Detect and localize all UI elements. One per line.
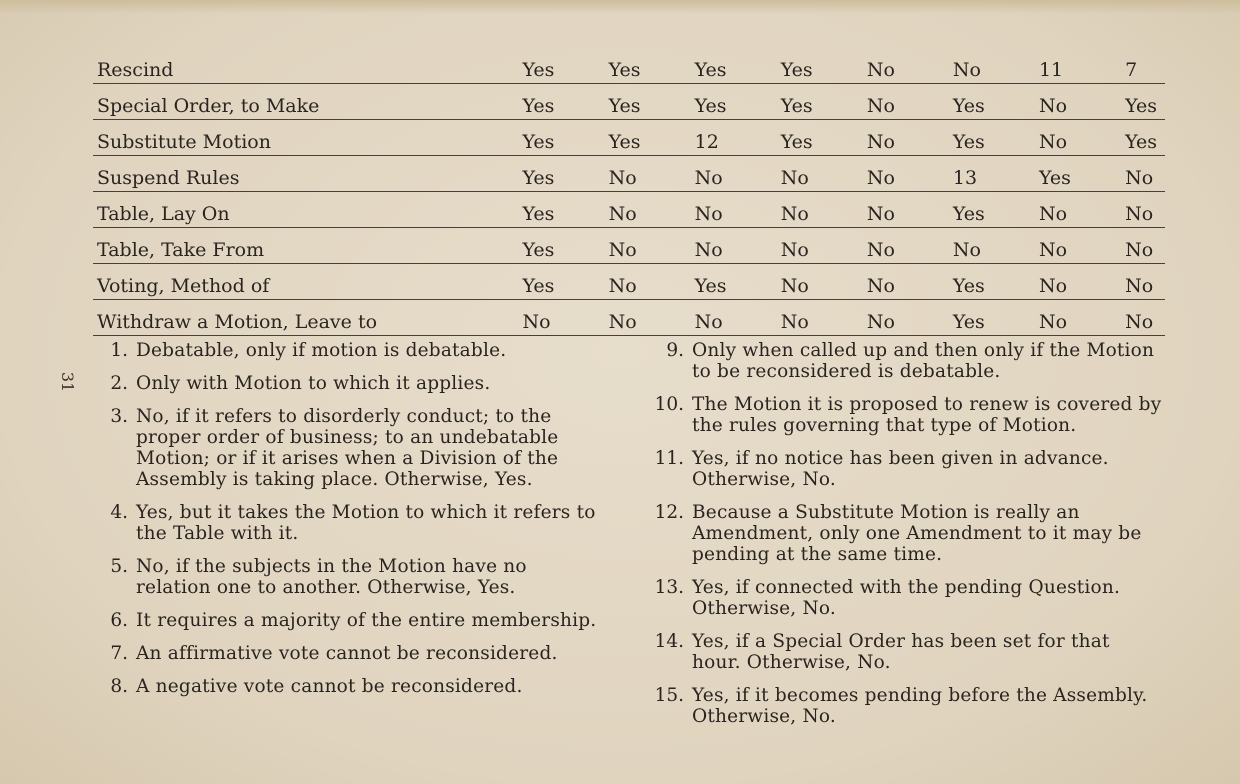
table-cell: Yes: [949, 264, 1035, 300]
table-cell: No: [1121, 156, 1165, 192]
table-row: [93, 192, 1165, 228]
table-cell: No: [605, 192, 691, 228]
table-cell: No: [863, 192, 949, 228]
footnote-text: A negative vote cannot be reconsidered.: [136, 676, 523, 697]
table-cell: No: [949, 228, 1035, 264]
footnote-number: 14.: [654, 631, 684, 652]
table-cell: 7: [1121, 48, 1165, 84]
footnote: [652, 394, 1164, 436]
footnote: [98, 610, 598, 631]
table-row: [93, 264, 1165, 300]
footnote-number: 12.: [654, 502, 684, 523]
motion-name: Special Order, to Make: [93, 84, 518, 120]
footnote: [652, 631, 1164, 673]
motions-table-body: [93, 48, 1165, 336]
footnote: [652, 448, 1164, 490]
footnote-text: Yes, but it takes the Motion to which it refers to the Table with it.: [136, 502, 596, 544]
table-row: [93, 48, 1165, 84]
table-cell: No: [777, 156, 863, 192]
table-cell: No: [863, 120, 949, 156]
footnote-text: Only when called up and then only if the Motion to be reconsidered is debatable.: [692, 340, 1155, 382]
motion-name: Rescind: [93, 48, 518, 84]
footnote-text: Only with Motion to which it applies.: [136, 373, 491, 394]
table-cell: No: [949, 48, 1035, 84]
table-cell: Yes: [1035, 156, 1121, 192]
table-cell: No: [605, 300, 691, 336]
footnote-text: Yes, if it becomes pending before the Assembly. Otherwise, No.: [692, 685, 1148, 727]
table-cell: Yes: [777, 84, 863, 120]
table-cell: Yes: [777, 48, 863, 84]
footnote-text: An affirmative vote cannot be reconsidered.: [136, 643, 558, 664]
footnotes-right-column: [652, 340, 1164, 739]
table-cell: Yes: [1121, 84, 1165, 120]
table-cell: No: [1121, 264, 1165, 300]
table-cell: 12: [691, 120, 777, 156]
footnote-number: 4.: [110, 502, 128, 523]
table-cell: No: [691, 192, 777, 228]
footnote-text: Debatable, only if motion is debatable.: [136, 340, 507, 361]
table-cell: No: [691, 156, 777, 192]
table-cell: Yes: [605, 48, 691, 84]
footnote-text: Because a Substitute Motion is really an Amendment, only one Amendment to it may be pending at the same time.: [692, 502, 1142, 565]
table-cell: Yes: [518, 192, 604, 228]
page-number: 31: [58, 371, 77, 393]
table-cell: No: [1121, 228, 1165, 264]
footnote-text: No, if the subjects in the Motion have no relation one to another. Otherwise, Yes.: [136, 556, 527, 598]
table-cell: No: [605, 228, 691, 264]
table-cell: No: [1035, 84, 1121, 120]
footnote-number: 1.: [110, 340, 128, 361]
table-cell: No: [518, 300, 604, 336]
table-cell: No: [777, 300, 863, 336]
table-cell: Yes: [949, 300, 1035, 336]
footnote-number: 6.: [110, 610, 128, 631]
table-cell: No: [863, 264, 949, 300]
motion-name: Substitute Motion: [93, 120, 518, 156]
table-cell: Yes: [691, 84, 777, 120]
table-cell: 13: [949, 156, 1035, 192]
table-cell: Yes: [949, 120, 1035, 156]
table-cell: No: [691, 300, 777, 336]
table-cell: No: [1035, 264, 1121, 300]
footnote: [98, 502, 598, 544]
footnote-text: Yes, if no notice has been given in advance. Otherwise, No.: [692, 448, 1109, 490]
footnote-number: 11.: [654, 448, 684, 469]
footnote-text: No, if it refers to disorderly conduct; to the proper order of business; to an undebatable Motion; or if it arises when a Division of the Assembly is taking place. Otherwise, Yes.: [136, 406, 559, 490]
footnote-number: 2.: [110, 373, 128, 394]
table-cell: No: [1035, 228, 1121, 264]
table-cell: No: [863, 48, 949, 84]
table-cell: No: [863, 228, 949, 264]
footnote: [98, 556, 598, 598]
table-row: [93, 300, 1165, 336]
table-cell: No: [1121, 192, 1165, 228]
footnote-text: The Motion it is proposed to renew is covered by the rules governing that type of Motion.: [692, 394, 1162, 436]
motion-name: Voting, Method of: [93, 264, 518, 300]
motion-name: Withdraw a Motion, Leave to: [93, 300, 518, 336]
table-cell: No: [777, 192, 863, 228]
footnote: [98, 643, 598, 664]
footnote: [98, 676, 598, 697]
table-cell: No: [1035, 300, 1121, 336]
table-cell: No: [863, 300, 949, 336]
footnote: [652, 577, 1164, 619]
table-cell: No: [605, 156, 691, 192]
table-cell: Yes: [518, 156, 604, 192]
footnote-number: 9.: [666, 340, 684, 361]
table-cell: 11: [1035, 48, 1121, 84]
table-cell: No: [1035, 120, 1121, 156]
table-cell: No: [1035, 192, 1121, 228]
table-cell: Yes: [949, 84, 1035, 120]
footnote-number: 5.: [110, 556, 128, 577]
footnote-text: It requires a majority of the entire membership.: [136, 610, 597, 631]
table-cell: No: [777, 228, 863, 264]
table-cell: Yes: [518, 264, 604, 300]
table-cell: Yes: [691, 264, 777, 300]
footnote: [652, 502, 1164, 565]
table-cell: Yes: [1121, 120, 1165, 156]
footnote-text: Yes, if connected with the pending Question. Otherwise, No.: [692, 577, 1121, 619]
table-cell: Yes: [777, 120, 863, 156]
table-cell: No: [777, 264, 863, 300]
table-row: [93, 228, 1165, 264]
motion-name: Suspend Rules: [93, 156, 518, 192]
footnote: [652, 685, 1164, 727]
page-top-edge: [0, 0, 1240, 14]
footnote-number: 7.: [110, 643, 128, 664]
footnote-number: 8.: [110, 676, 128, 697]
table-cell: No: [863, 84, 949, 120]
table-row: [93, 84, 1165, 120]
table-cell: Yes: [691, 48, 777, 84]
table-row: [93, 156, 1165, 192]
footnote: [98, 373, 598, 394]
table-cell: No: [1121, 300, 1165, 336]
table-cell: No: [691, 228, 777, 264]
footnote-number: 15.: [654, 685, 684, 706]
table-cell: Yes: [518, 120, 604, 156]
footnotes-left-column: [98, 340, 598, 709]
footnote: [98, 340, 598, 361]
table-cell: Yes: [949, 192, 1035, 228]
table-cell: Yes: [518, 84, 604, 120]
table-cell: No: [605, 264, 691, 300]
footnote-text: Yes, if a Special Order has been set for that hour. Otherwise, No.: [692, 631, 1110, 673]
table-cell: Yes: [518, 48, 604, 84]
table-cell: Yes: [605, 84, 691, 120]
table-cell: Yes: [605, 120, 691, 156]
table-cell: Yes: [518, 228, 604, 264]
footnote-number: 10.: [654, 394, 684, 415]
motions-table: [93, 48, 1165, 336]
footnote: [652, 340, 1164, 382]
footnote: [98, 406, 598, 490]
footnote-number: 3.: [110, 406, 128, 427]
table-cell: No: [863, 156, 949, 192]
motion-name: Table, Lay On: [93, 192, 518, 228]
table-row: [93, 120, 1165, 156]
motion-name: Table, Take From: [93, 228, 518, 264]
footnote-number: 13.: [654, 577, 684, 598]
